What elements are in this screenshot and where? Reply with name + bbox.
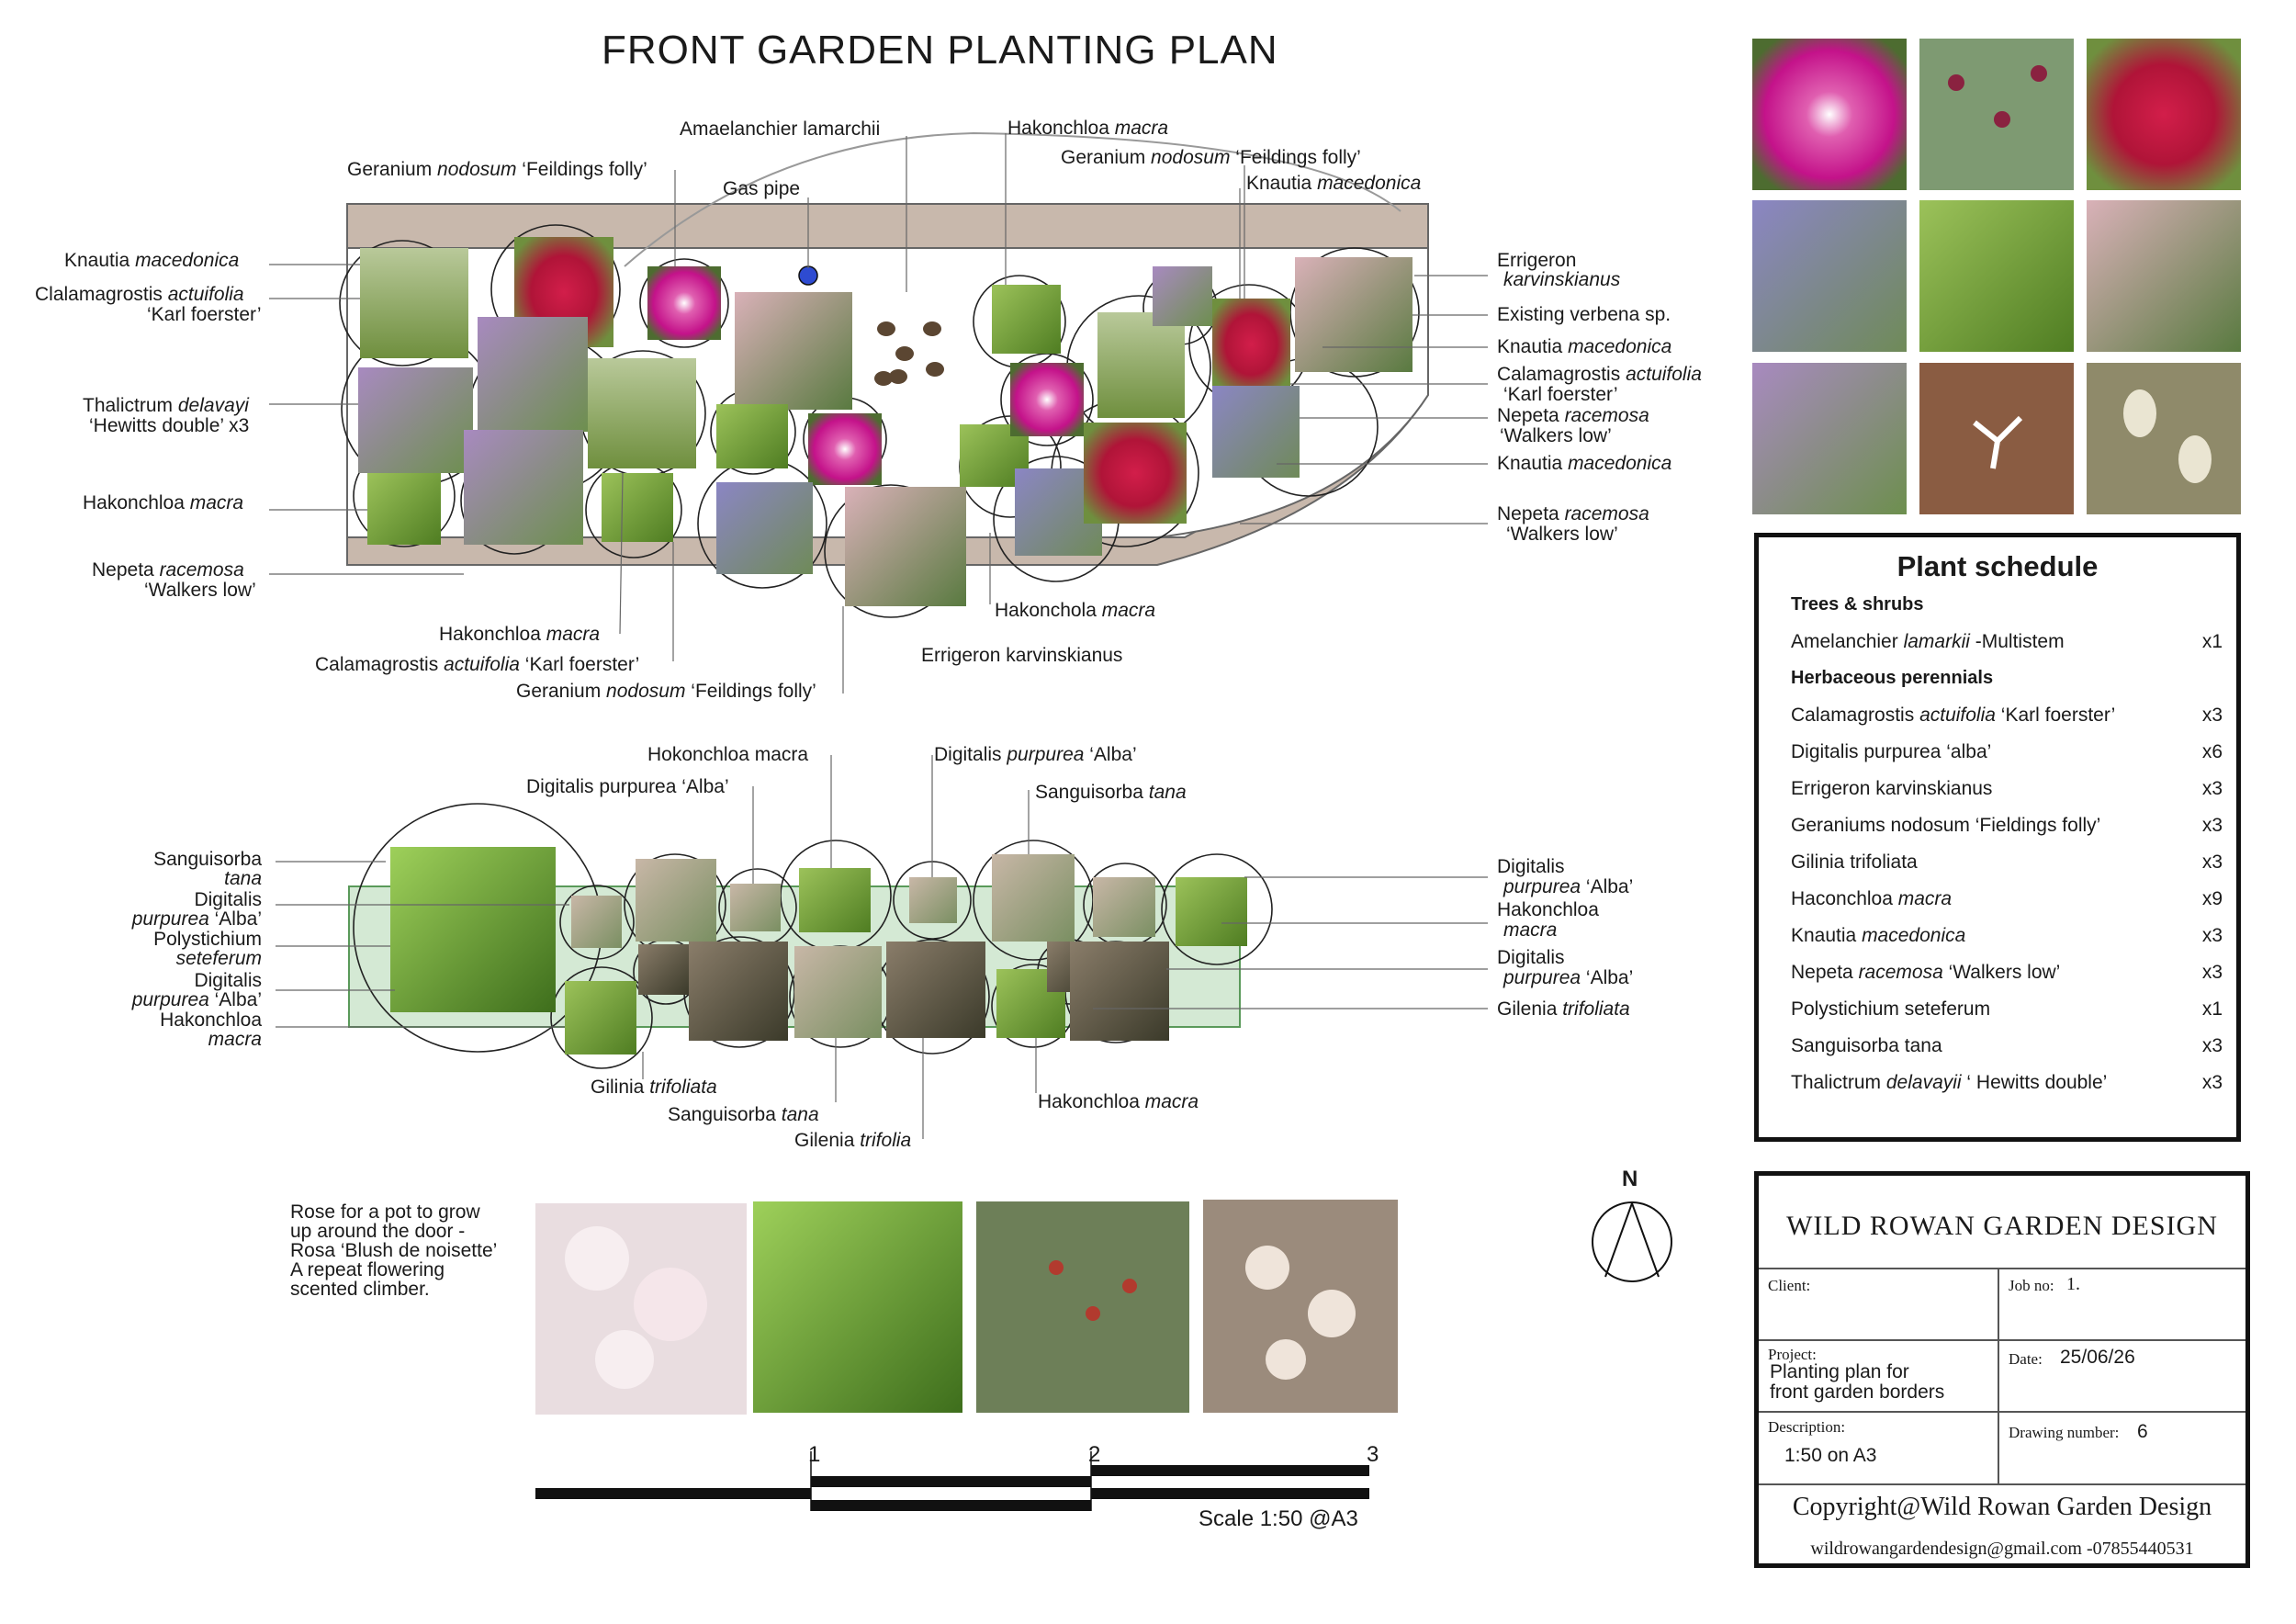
project-value: Planting plan for front garden borders (1770, 1361, 1945, 1403)
label-digitalis-right-species: purpurea ‘Alba’ (1503, 876, 1634, 897)
job-label: Job no: (2009, 1277, 2054, 1294)
date-label: Date: (2009, 1350, 2043, 1368)
schedule-row: Haconchloa macra x9 (1791, 888, 2223, 909)
schedule-title: Plant schedule (1896, 550, 2099, 582)
description-label: Description: (1768, 1418, 1846, 1436)
label-geranium-left: Geranium nodosum ‘Feildings folly’ (347, 159, 647, 180)
label-errigeron-bottom: Errigeron karvinskianus (921, 645, 1123, 666)
label-polystichium: Polystichium (153, 929, 262, 950)
label-nepeta-right-cultivar: ‘Walkers low’ (1500, 425, 1612, 446)
title-block (1754, 1171, 2250, 1568)
schedule-row: Sanguisorba tana x3 (1791, 1035, 2223, 1056)
label-calamagrostis-left-cultivar: ‘Karl foerster’ (147, 304, 262, 325)
label-geranium-bottom: Geranium nodosum ‘Feildings folly’ (516, 681, 816, 702)
label-sanguisorba-bottom: Sanguisorba tana (668, 1104, 819, 1125)
label-nepeta-left: Nepeta racemosa (92, 559, 244, 581)
north-arrow (1593, 1202, 1671, 1281)
label-knautia-left: Knautia macedonica (64, 250, 240, 271)
schedule-row: Thalictrum delavayii ‘ Hewitts double’ x3 (1791, 1072, 2223, 1093)
scale-tick-3: 3 (1367, 1442, 1379, 1467)
label-digitalis-top-left: Digitalis purpurea ‘Alba’ (526, 776, 729, 797)
label-nepeta-right-2: Nepeta racemosa (1497, 503, 1649, 524)
job-value: 1. (2066, 1274, 2080, 1294)
contact-details: wildrowangardendesign@gmail.com -07855440531 (1810, 1539, 2194, 1559)
label-hakonchloa-left-2: Hakonchloa (160, 1009, 262, 1031)
copyright: Copyright@Wild Rowan Garden Design (1792, 1493, 2212, 1521)
schedule-row: Amelanchier lamarkii -Multistem x1 (1791, 631, 2223, 652)
label-gas-pipe: Gas pipe (723, 178, 801, 199)
label-hakonchola-bottom: Hakonchola macra (995, 600, 1156, 621)
scale-label: Scale 1:50 @A3 (1199, 1506, 1358, 1531)
schedule-row: Geraniums nodosum ‘Fieldings folly’ x3 (1791, 815, 2223, 836)
north-label: N (1622, 1167, 1638, 1191)
label-knautia-right-2: Knautia macedonica (1497, 453, 1672, 474)
label-digitalis-right: Digitalis (1497, 856, 1565, 877)
label-thalictrum: Thalictrum delavayi (83, 395, 249, 416)
label-hakonchloa-right-species: macra (1503, 919, 1558, 941)
label-sanguisorba-left-species: tana (224, 868, 262, 889)
label-thalictrum-cultivar: ‘Hewitts double’ x3 (89, 415, 250, 436)
drawing-number-value: 6 (2137, 1421, 2148, 1442)
drawing-number-label: Drawing number: (2009, 1424, 2120, 1441)
label-sanguisorba-top: Sanguisorba tana (1035, 782, 1187, 803)
label-calamagrostis-right-cultivar: ‘Karl foerster’ (1503, 384, 1618, 405)
label-gilenia-right: Gilenia trifoliata (1497, 998, 1630, 1020)
plant-gallery (1752, 39, 2241, 514)
label-amelanchier: Amaelanchier lamarchii (680, 118, 881, 140)
label-hakonchloa-bottom-2: Hakonchloa macra (1038, 1091, 1199, 1112)
page-title: FRONT GARDEN PLANTING PLAN (602, 28, 1278, 73)
label-nepeta-left-cultivar: ‘Walkers low’ (144, 580, 256, 601)
label-knautia-right: Knautia macedonica (1497, 336, 1672, 357)
label-hakonchloa-right: Hakonchloa (1497, 899, 1599, 920)
schedule-row: Polystichium seteferum x1 (1791, 998, 2223, 1020)
schedule-row: Knautia macedonica x3 (1791, 925, 2223, 946)
label-knautia-top: Knautia macedonica (1246, 173, 1422, 194)
label-hakonchloa-left-2-species: macra (208, 1029, 262, 1050)
schedule-row: Errigeron karvinskianus x3 (1791, 778, 2223, 799)
label-digitalis-left: Digitalis (194, 889, 262, 910)
label-sanguisorba-left: Sanguisorba (153, 849, 262, 870)
schedule-row: Calamagrostis actuifolia ‘Karl foerster’ x3 (1791, 705, 2223, 726)
label-gilenia-bottom: Gilenia trifolia (794, 1130, 912, 1151)
label-hakonchloa-bottom: Hakonchloa macra (439, 624, 601, 645)
schedule-herb-heading: Herbaceous perennials (1791, 668, 1994, 688)
label-calamagrostis-right: Calamagrostis actuifolia (1497, 364, 1702, 385)
label-digitalis-right-2: Digitalis (1497, 947, 1565, 968)
label-gilinia-bottom: Gilinia trifoliata (591, 1077, 717, 1098)
rose-note: Rose for a pot to grow up around the door - Rosa ‘Blush de noisette’ A repeat flowering scented climber. (290, 1201, 498, 1300)
label-calamagrostis-left: Clalamagrostis actuifolia (35, 284, 244, 305)
schedule-trees-heading: Trees & shrubs (1791, 594, 1924, 615)
label-digitalis-right-2-species: purpurea ‘Alba’ (1503, 967, 1634, 988)
label-hokonchloa-top: Hokonchloa macra (647, 744, 809, 765)
description-value: 1:50 on A3 (1784, 1445, 1877, 1466)
label-digitalis-left-2-species: purpurea ‘Alba’ (131, 989, 262, 1010)
plant-schedule (1754, 533, 2241, 1142)
label-calamagrostis-bottom: Calamagrostis actuifolia ‘Karl foerster’ (315, 654, 640, 675)
label-digitalis-top-right: Digitalis purpurea ‘Alba’ (934, 744, 1137, 765)
label-errigeron-right-species: karvinskianus (1503, 269, 1621, 290)
scale-tick-1: 1 (808, 1442, 821, 1467)
label-nepeta-right: Nepeta racemosa (1497, 405, 1649, 426)
label-errigeron-right: Errigeron (1497, 250, 1577, 271)
label-verbena: Existing verbena sp. (1497, 304, 1671, 325)
schedule-row: Gilinia trifoliata x3 (1791, 851, 2223, 873)
label-digitalis-left-2: Digitalis (194, 970, 262, 991)
label-geranium-right: Geranium nodosum ‘Feildings folly’ (1061, 147, 1361, 168)
client-label: Client: (1768, 1277, 1811, 1294)
project-label: Project: (1768, 1346, 1817, 1363)
label-polystichium-species: seteferum (175, 948, 262, 969)
schedule-row: Nepeta racemosa ‘Walkers low’ x3 (1791, 962, 2223, 983)
scale-tick-2: 2 (1088, 1442, 1101, 1467)
label-nepeta-right-2-cultivar: ‘Walkers low’ (1506, 524, 1618, 545)
date-value: 25/06/26 (2060, 1347, 2135, 1368)
feature-photos (535, 1200, 1398, 1415)
label-digitalis-left-species: purpurea ‘Alba’ (131, 908, 262, 930)
label-hakonchloa-left: Hakonchloa macra (83, 492, 244, 513)
label-hakonchloa-top: Hakonchloa macra (1007, 118, 1169, 139)
schedule-row: Digitalis purpurea ‘alba’ x6 (1791, 741, 2223, 762)
scale-bar (535, 1451, 1369, 1511)
firm-name: WILD ROWAN GARDEN DESIGN (1786, 1211, 2218, 1241)
